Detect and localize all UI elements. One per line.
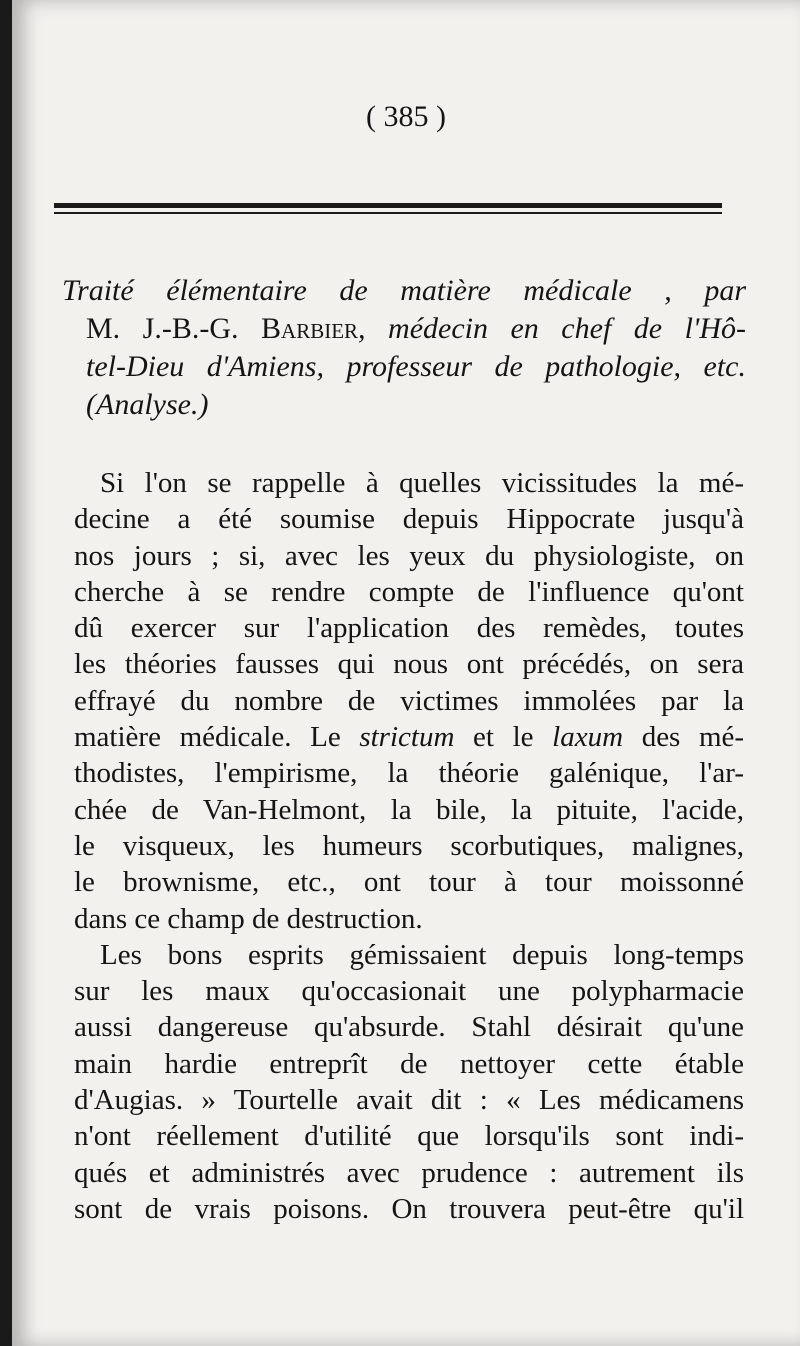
title-line	[62, 310, 746, 348]
text-line: thodistes, l'empirisme, la théorie galénique, l'ar-	[74, 757, 744, 790]
paragraph	[74, 937, 744, 1227]
latin-term-strictum: strictum	[359, 721, 455, 754]
title-line: (Analyse.)	[86, 388, 209, 421]
text-line: Les bons esprits gémissaient depuis long-temps	[100, 938, 744, 971]
text-line	[74, 719, 744, 755]
text-line: dû exercer sur l'application des remèdes, toutes	[74, 612, 744, 645]
text-line: effrayé du nombre de victimes immolées par la	[74, 684, 744, 717]
text-line: le visqueux, les humeurs scorbutiques, malignes,	[74, 829, 744, 862]
text-line: aussi dangereuse qu'absurde. Stahl désirait qu'une	[74, 1011, 744, 1044]
text-run: des mé-	[641, 721, 745, 754]
header-rule-thick	[54, 203, 722, 208]
text-line: d'Augias. » Tourtelle avait dit : « Les médicamens	[74, 1084, 744, 1117]
text-line: sur les maux qu'occasionait une polypharmacie	[74, 975, 744, 1008]
text-run: et le	[473, 721, 534, 754]
page-number: ( 385 )	[366, 100, 446, 133]
title-line: Traité élémentaire de matière médicale , par	[62, 274, 746, 307]
paragraph	[74, 465, 744, 937]
text-run: matière médicale. Le	[74, 721, 341, 754]
text-line: decine a été soumise depuis Hippocrate jusqu'à	[74, 503, 744, 536]
text-line: sont de vrais poisons. On trouvera peut-être qu'il	[74, 1192, 744, 1225]
text-line: n'ont réellement d'utilité que lorsqu'ils sont indi-	[74, 1120, 744, 1153]
text-line: le brownisme, etc., ont tour à tour moissonné	[74, 866, 744, 899]
text-line: chée de Van-Helmont, la bile, la pituite, l'acide,	[74, 793, 744, 826]
latin-term-laxum: laxum	[552, 721, 624, 754]
header-rule-thin	[54, 212, 722, 214]
text-line: nos jours ; si, avec les yeux du physiologiste, on	[74, 539, 744, 572]
author-initials: M. J.-B.-G.	[86, 312, 239, 345]
article-title	[62, 272, 746, 424]
text-line: qués et administrés avec prudence : autrement ils	[74, 1156, 744, 1189]
text-line: Si l'on se rappelle à quelles vicissitudes la mé-	[100, 467, 744, 499]
book-page	[12, 0, 800, 1346]
text-line: dans ce champ de destruction.	[74, 902, 423, 935]
author-role: , médecin en chef de l'Hô-	[358, 312, 746, 345]
text-line: main hardie entreprît de nettoyer cette étable	[74, 1047, 744, 1080]
text-line: cherche à se rendre compte de l'influence qu'ont	[74, 575, 744, 608]
author-name: Barbier	[261, 312, 359, 345]
text-line: les théories fausses qui nous ont précédés, on sera	[74, 648, 744, 681]
article-body	[74, 465, 744, 1227]
title-line: tel-Dieu d'Amiens, professeur de pathologie, etc.	[86, 350, 746, 383]
